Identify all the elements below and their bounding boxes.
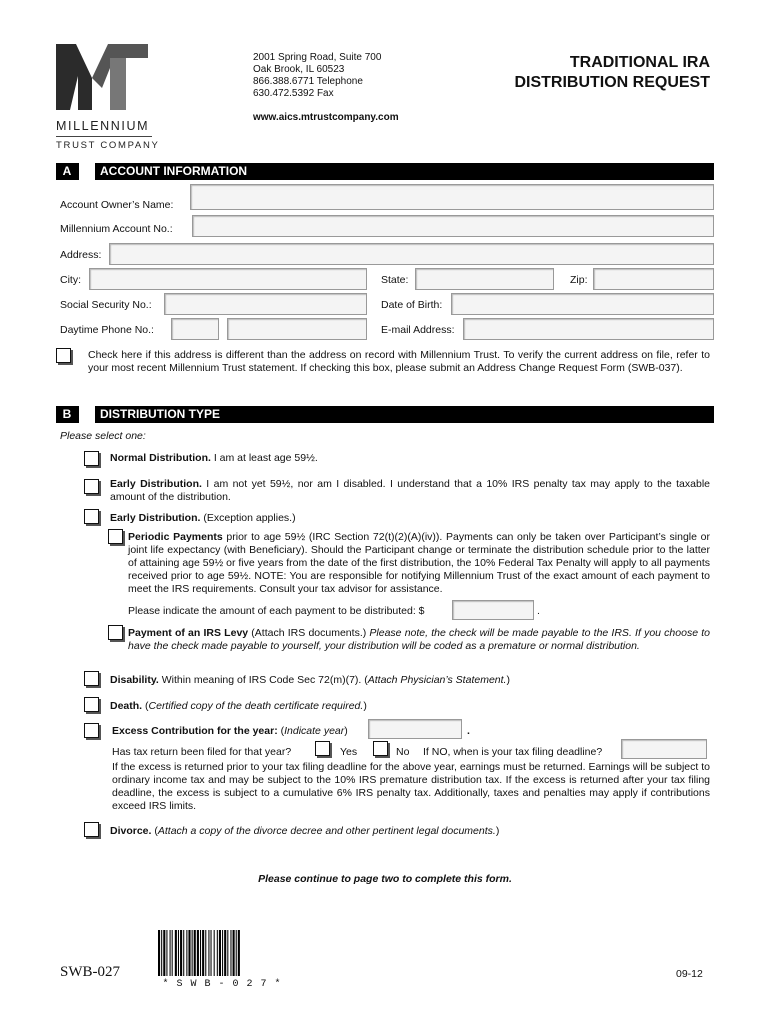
periodic-amount-label: Please indicate the amount of each payment to be distributed: $ bbox=[128, 605, 425, 617]
disability-option bbox=[110, 674, 510, 687]
phone-area-input[interactable] bbox=[171, 318, 219, 340]
barcode-bar bbox=[166, 930, 167, 976]
periodic-payments-title: Periodic Payments bbox=[128, 531, 223, 543]
early-distribution-option bbox=[110, 478, 710, 504]
phone-number-input[interactable] bbox=[227, 318, 367, 340]
zip-label: Zip: bbox=[570, 274, 588, 286]
death-checkbox[interactable] bbox=[84, 697, 99, 712]
address-input[interactable] bbox=[109, 243, 714, 265]
irs-levy-option bbox=[128, 627, 710, 653]
excess-contribution-text: If the excess is returned prior to your tax filing deadline for the above year, earnings must be returned. Earnings will be subject to ordinary income tax and may be subject to the 10% IRS premature distribution tax. If the excess is returned after your tax filing deadline, the excess is subject to a cumulative 6% IRS penalty tax. Additionally, taxes and penalties may apply if contributions exceed IRS limits. bbox=[112, 761, 710, 812]
barcode-bar bbox=[172, 930, 173, 976]
dob-label: Date of Birth: bbox=[381, 299, 443, 311]
form-title bbox=[480, 53, 710, 93]
tax-deadline-input[interactable] bbox=[621, 739, 707, 759]
ssn-label: Social Security No.: bbox=[60, 299, 152, 311]
owner-name-input[interactable] bbox=[190, 184, 714, 210]
section-a-title: ACCOUNT INFORMATION bbox=[100, 164, 248, 178]
barcode bbox=[158, 930, 286, 976]
normal-distribution-text: I am at least age 59½. bbox=[210, 452, 318, 464]
periodic-payments-option bbox=[128, 531, 710, 596]
address-change-checkbox[interactable] bbox=[56, 348, 71, 363]
state-label: State: bbox=[381, 274, 409, 286]
form-title-line2: DISTRIBUTION REQUEST bbox=[514, 74, 710, 91]
email-input[interactable] bbox=[463, 318, 714, 340]
periodic-amount-input[interactable] bbox=[452, 600, 534, 620]
divorce-note: Attach a copy of the divorce decree and other pertinent legal documents. bbox=[157, 825, 496, 837]
barcode-bar bbox=[163, 930, 165, 976]
section-a-divider bbox=[79, 163, 95, 180]
company-address2: Oak Brook, IL 60523 bbox=[253, 64, 345, 75]
date-code: 09-12 bbox=[676, 968, 703, 980]
tax-return-no-checkbox[interactable] bbox=[373, 741, 388, 756]
barcode-bar bbox=[219, 930, 221, 976]
normal-distribution-checkbox[interactable] bbox=[84, 451, 99, 466]
periodic-payments-checkbox[interactable] bbox=[108, 529, 123, 544]
ssn-input[interactable] bbox=[164, 293, 367, 315]
barcode-bar bbox=[170, 930, 171, 976]
barcode-bar bbox=[194, 930, 196, 976]
disability-close-paren: ) bbox=[506, 674, 510, 686]
barcode-bar bbox=[161, 930, 162, 976]
divorce-option: Divorce. (Attach a copy of the divorce decree and other pertinent legal documents.) bbox=[110, 825, 500, 837]
email-label: E-mail Address: bbox=[381, 324, 455, 336]
barcode-icon bbox=[158, 930, 286, 976]
irs-levy-text: (Attach IRS documents.) bbox=[248, 627, 370, 639]
excess-year-hint: Indicate year bbox=[284, 725, 345, 737]
early-exception-text: (Exception applies.) bbox=[200, 512, 296, 524]
early-distribution-checkbox[interactable] bbox=[84, 479, 99, 494]
barcode-bar bbox=[180, 930, 182, 976]
address-label: Address: bbox=[60, 249, 102, 261]
early-exception-option bbox=[110, 512, 296, 525]
tax-return-no-label: No bbox=[396, 746, 410, 758]
city-input[interactable] bbox=[89, 268, 367, 290]
company-phone: 866.388.6771 Telephone bbox=[253, 76, 363, 87]
barcode-bar bbox=[175, 930, 177, 976]
barcode-bar bbox=[227, 930, 228, 976]
disability-checkbox[interactable] bbox=[84, 671, 99, 686]
tax-deadline-label: If NO, when is your tax filing deadline? bbox=[423, 746, 603, 758]
excess-contribution-title: Excess Contribution for the year: bbox=[112, 725, 278, 737]
barcode-bar bbox=[211, 930, 212, 976]
divorce-title: Divorce. bbox=[110, 825, 152, 837]
early-distribution-title: Early Distribution. bbox=[110, 478, 202, 490]
disability-text: Within meaning of IRS Code Sec 72(m)(7). ( bbox=[158, 674, 368, 686]
company-name-line1: MILLENNIUM bbox=[56, 119, 150, 133]
barcode-bar bbox=[188, 930, 190, 976]
logo-mark-icon bbox=[56, 44, 152, 110]
barcode-bar bbox=[192, 930, 193, 976]
barcode-bar bbox=[186, 930, 187, 976]
barcode-bar bbox=[205, 930, 206, 976]
barcode-bar bbox=[202, 930, 204, 976]
company-fax: 630.472.5392 Fax bbox=[253, 88, 334, 99]
disability-title: Disability. bbox=[110, 674, 159, 686]
normal-distribution-title: Normal Distribution. bbox=[110, 452, 211, 464]
barcode-bar bbox=[236, 930, 237, 976]
account-no-label: Millennium Account No.: bbox=[60, 223, 173, 235]
barcode-bar bbox=[200, 930, 201, 976]
tax-return-yes-label: Yes bbox=[340, 746, 358, 758]
early-exception-title: Early Distribution. bbox=[110, 512, 201, 524]
company-name-line2: TRUST COMPANY bbox=[56, 136, 152, 151]
barcode-bar bbox=[233, 930, 235, 976]
disability-note: Attach Physician’s Statement. bbox=[367, 674, 507, 686]
city-label: City: bbox=[60, 274, 81, 286]
death-note: Certified copy of the death certificate required. bbox=[148, 700, 364, 712]
company-website[interactable]: www.aics.mtrustcompany.com bbox=[253, 112, 399, 123]
barcode-bar bbox=[230, 930, 231, 976]
barcode-bar bbox=[238, 930, 240, 976]
owner-name-label: Account Owner’s Name: bbox=[60, 199, 174, 211]
dob-input[interactable] bbox=[451, 293, 714, 315]
excess-year-period: . bbox=[467, 725, 470, 737]
barcode-bar bbox=[183, 930, 184, 976]
periodic-amount-period: . bbox=[537, 605, 540, 617]
death-option: Death. (Certified copy of the death certificate required.) bbox=[110, 700, 367, 712]
death-title: Death. bbox=[110, 700, 143, 712]
barcode-bar bbox=[214, 930, 215, 976]
barcode-bar bbox=[178, 930, 179, 976]
early-exception-checkbox[interactable] bbox=[84, 509, 99, 524]
section-a-letter: A bbox=[62, 164, 72, 178]
form-code: SWB-027 bbox=[60, 964, 120, 980]
early-distribution-text: I am not yet 59½, nor am I disabled. I understand that a 10% IRS penalty tax may apply to the taxable amount of the distribution. bbox=[110, 478, 710, 503]
barcode-bar bbox=[224, 930, 226, 976]
barcode-bar bbox=[217, 930, 218, 976]
normal-distribution-option bbox=[110, 452, 318, 465]
irs-levy-title: Payment of an IRS Levy bbox=[128, 627, 249, 639]
tax-return-question: Has tax return been filed for that year? bbox=[112, 746, 292, 758]
barcode-text: * S W B - 0 2 7 * bbox=[162, 979, 282, 990]
address-change-text: Check here if this address is different than the address on record with Millennium Trust. To verify the current address on file, refer to your most recent Millennium Trust statement. If checking this box, please submit an Address Change Request Form (SWB-037). bbox=[88, 349, 710, 374]
tax-return-yes-checkbox[interactable] bbox=[315, 741, 330, 756]
form-title-line1: TRADITIONAL IRA bbox=[569, 54, 710, 71]
barcode-bar bbox=[222, 930, 223, 976]
company-logo bbox=[56, 44, 160, 151]
section-b-title: DISTRIBUTION TYPE bbox=[100, 407, 221, 421]
continue-note: Please continue to page two to complete this form. bbox=[258, 873, 512, 885]
section-b-header bbox=[56, 406, 714, 423]
phone-label: Daytime Phone No.: bbox=[60, 324, 154, 336]
select-one-instruction: Please select one: bbox=[60, 430, 146, 442]
excess-contribution-checkbox[interactable] bbox=[84, 723, 99, 738]
excess-year-input[interactable] bbox=[368, 719, 462, 739]
barcode-bar bbox=[208, 930, 209, 976]
company-address1: 2001 Spring Road, Suite 700 bbox=[253, 52, 382, 63]
irs-levy-note: Please note, the check will be made payable to the IRS. If you choose to have the check made payable to yourself, your distribution will be coded as a premature or normal distribution. bbox=[128, 627, 710, 652]
account-no-input[interactable] bbox=[192, 215, 714, 237]
divorce-checkbox[interactable] bbox=[84, 822, 99, 837]
zip-input[interactable] bbox=[593, 268, 714, 290]
barcode-bar bbox=[158, 930, 160, 976]
section-b-divider bbox=[79, 406, 95, 423]
excess-contribution-option: Excess Contribution for the year: (Indicate year) bbox=[112, 725, 348, 737]
barcode-bar bbox=[197, 930, 199, 976]
state-input[interactable] bbox=[415, 268, 554, 290]
periodic-payments-text: prior to age 59½ (IRC Section 72(t)(2)(A)(iv)). Payments can only be taken over Participant’s single or joint life expectancy (with Beneficiary). Should the Participant change or terminate the distribution schedule prior to the latter of attaining age 59½ or five years from the date of the first distribution, the 10% Federal Tax Penalty will apply to all payments received prior to age 59½. NOTE: You are responsible for notifying Millennium Trust of the exact amount of each payment to meet the IRS requirements. Consult your tax advisor for assistance. bbox=[128, 531, 710, 595]
irs-levy-checkbox[interactable] bbox=[108, 625, 123, 640]
section-a-header bbox=[56, 163, 714, 180]
section-b-letter: B bbox=[62, 407, 72, 421]
